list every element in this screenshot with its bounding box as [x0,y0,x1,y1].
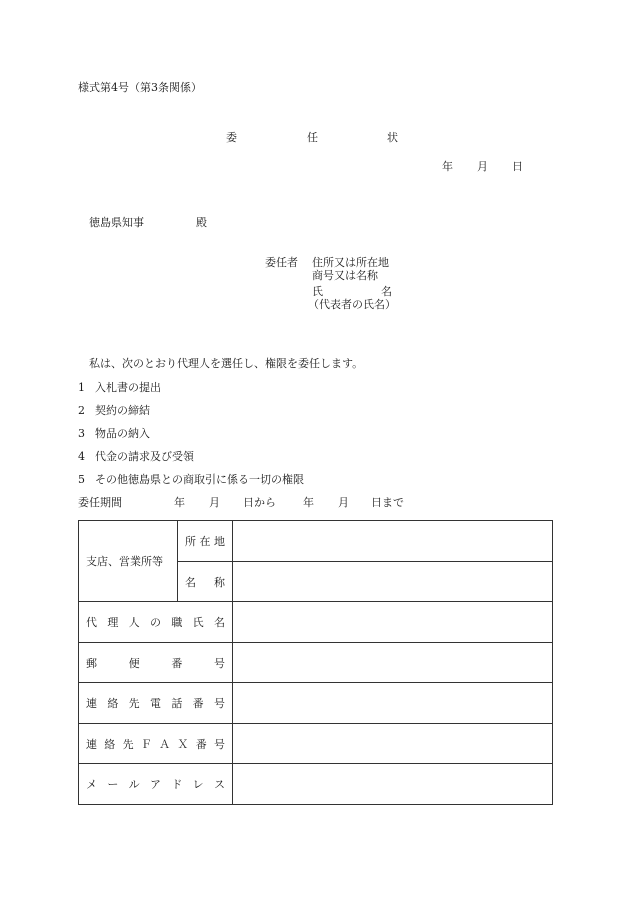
title-char: 任 [307,131,318,144]
label-char: 番 [171,656,183,670]
label-char: 号 [213,737,225,751]
power-item [78,473,304,487]
power-text: 代金の請求及び受領 [95,450,194,463]
period-start-day: 日から [243,496,276,509]
location-label [185,533,225,549]
fax-label [86,736,225,752]
power-item [78,450,194,464]
location-label-cell [178,521,233,562]
label-char: 名 [185,575,196,589]
title-char: 委 [226,131,237,144]
label-char: 号 [213,697,225,710]
power-text: 物品の納入 [95,427,150,440]
label-char: メ [86,778,97,791]
power-text: その他徳島県との商取引に係る一切の権限 [95,473,304,486]
name-label [312,285,392,299]
addressee-name: 徳島県知事 [89,216,144,229]
label-char: 郵 [86,656,97,670]
period-label: 委任期間 [78,496,122,509]
postal-code-field[interactable] [233,643,553,683]
email-label-cell [79,764,233,805]
period-start-month: 月 [209,496,220,509]
branch-name-field[interactable] [233,562,553,602]
power-text: 契約の締結 [95,404,150,417]
table-row [79,602,553,643]
agent-label-cell [79,602,233,643]
label-char: 地 [214,535,225,548]
label-char: Ｘ [177,737,189,751]
power-item [78,381,161,395]
title-char: 状 [387,131,398,144]
date-year: 年 [442,160,453,173]
branch-label: 支店、営業所等 [86,555,163,568]
addressee-honorific: 殿 [196,216,207,229]
label-char: 氏 [192,616,204,629]
label-char: 理 [107,616,119,629]
phone-label [86,695,225,711]
label-char: 人 [128,616,140,629]
period-start-year: 年 [174,496,185,509]
label-char: 電 [149,697,161,710]
agent-name-field[interactable] [233,602,553,643]
label-char: の [149,616,161,629]
location-field[interactable] [233,521,553,562]
branch-name-label [185,574,225,590]
fax-label-cell [79,724,233,764]
postal-label [86,655,225,671]
power-number: 2 [78,404,85,417]
label-char: 絡 [107,697,119,710]
document-title [387,131,398,145]
label-char: Ｆ [140,737,152,751]
label-char: ア [149,778,161,791]
postal-label-cell [79,643,233,683]
table-row [79,764,553,805]
agent-info-table [78,520,553,805]
label-char: 号 [213,656,225,670]
fax-field[interactable] [233,724,553,764]
label-char: ド [171,778,183,791]
label-char: 連 [86,737,97,751]
label-char: 称 [214,575,225,589]
label-char: 先 [128,697,140,710]
agent-label [86,614,225,630]
name-label-cell [178,562,233,602]
email-field[interactable] [233,764,553,805]
power-item [78,427,150,441]
representative-label: （代表者の氏名） [308,298,396,311]
name-label-char: 名 [381,285,392,298]
phone-field[interactable] [233,683,553,724]
address-label: 住所又は所在地 [312,256,389,269]
label-char: 番 [192,697,204,710]
power-number: 5 [78,473,85,486]
document-title [226,131,237,145]
label-char: Ａ [159,737,171,751]
label-char: レ [192,778,204,791]
label-char: 先 [122,737,134,751]
label-char: 連 [86,697,97,710]
label-char: 話 [171,697,183,710]
power-number: 4 [78,450,85,463]
power-item [78,404,150,418]
name-label-char: 氏 [312,285,323,298]
label-char: 在 [199,535,211,548]
table-row [79,643,553,683]
label-char: 所 [185,535,196,548]
date-month: 月 [477,160,488,173]
table-row [79,683,553,724]
label-char: 絡 [104,737,116,751]
document-title [307,131,318,145]
period-end-month: 月 [338,496,349,509]
intro-text: 私は、次のとおり代理人を選任し、権限を委任します。 [89,357,364,370]
period-end-year: 年 [303,496,314,509]
table-row [79,521,553,562]
label-char: 代 [86,616,97,629]
table-row [79,724,553,764]
form-number: 様式第4号（第3条関係） [78,81,202,94]
period-end-day: 日まで [371,496,404,509]
label-char: 名 [213,616,225,629]
label-char: 便 [128,656,140,670]
label-char: 職 [171,616,183,629]
branch-label-cell [79,521,178,602]
label-char: ス [213,778,225,791]
label-char: 番 [195,737,207,751]
power-number: 3 [78,427,85,440]
power-text: 入札書の提出 [95,381,161,394]
label-char: ル [128,778,140,791]
email-label [86,776,225,792]
power-number: 1 [78,381,85,394]
date-day: 日 [512,160,523,173]
company-label: 商号又は名称 [312,269,378,282]
phone-label-cell [79,683,233,724]
label-char: ー [107,778,119,791]
delegator-label: 委任者 [265,256,298,269]
